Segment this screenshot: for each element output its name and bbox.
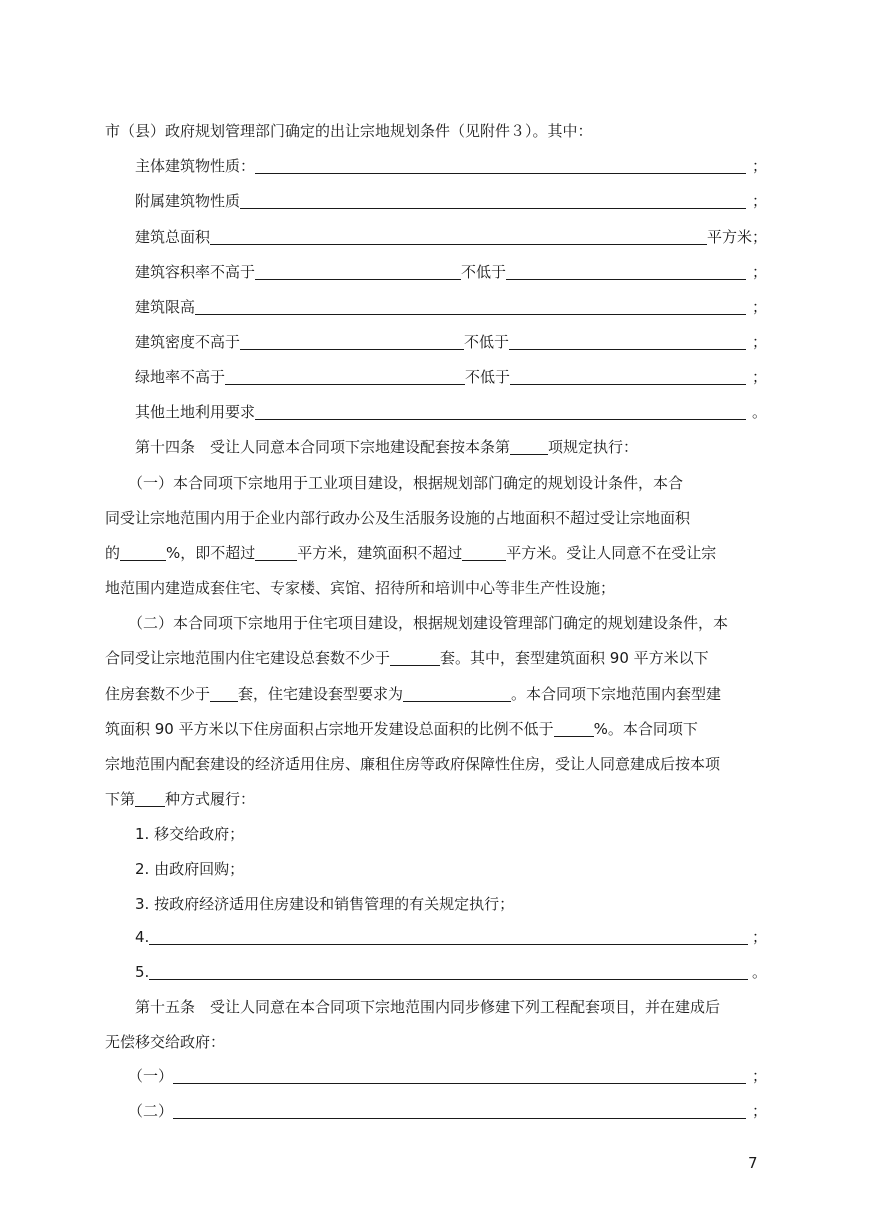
art14-p1-line2	[105, 508, 690, 528]
art14-p2-text: 宗地范围内配套建设的经济适用住房、廉租住房等政府保障性住房，受让人同意建成后按本项	[105, 755, 721, 773]
row-end: ；	[751, 298, 767, 316]
total-area-blank	[210, 228, 707, 245]
art14-p1-text: 的	[105, 544, 121, 562]
option-text: 1. 移交给政府；	[135, 825, 245, 843]
percent-blank	[120, 544, 166, 561]
option-4	[135, 927, 767, 947]
far-min-blank	[506, 263, 746, 280]
row-end: ；	[751, 333, 767, 351]
ratio-blank	[554, 720, 594, 737]
art14-p2-line1	[128, 613, 728, 633]
intro-text: 市（县）政府规划管理部门确定的出让宗地规划条件（见附件３）。其中：	[105, 122, 593, 140]
art14-p2-text: 住房套数不少于	[105, 685, 211, 703]
far-row	[135, 262, 767, 282]
density-max-label: 建筑密度不高于	[135, 333, 241, 351]
art14-p2-text: 套，住宅建设套型要求为	[238, 685, 404, 703]
item-2-blank	[173, 1102, 746, 1119]
art14-p1-text: %，即不超过	[166, 544, 256, 562]
art14-p2-text: 套。其中，套型建筑面积 90 平方米以下	[440, 649, 709, 667]
art15-head-text: 无偿移交给政府：	[105, 1033, 226, 1051]
art14-p2-line6	[105, 789, 255, 809]
option-1	[135, 824, 244, 844]
art14-p1-text: 同受让宗地范围内用于企业内部行政办公及生活服务设施的占地面积不超过受让宗地面积	[105, 509, 691, 527]
row-end: ；	[751, 192, 767, 210]
main-nature-label: 主体建筑物性质：	[135, 157, 256, 175]
row-end: 。	[751, 403, 767, 421]
aux-nature-row	[135, 191, 767, 211]
art15-head-line1	[135, 997, 720, 1017]
far-min-label: 不低于	[461, 263, 507, 281]
green-max-label: 绿地率不高于	[135, 368, 226, 386]
total-area-label: 建筑总面积	[135, 228, 211, 246]
art15-item-1	[128, 1066, 767, 1086]
item-number: （二）	[128, 1102, 174, 1120]
row-end: ；	[751, 928, 767, 946]
other-label: 其他土地利用要求	[135, 403, 256, 421]
art14-p2-text: 种方式履行：	[165, 790, 256, 808]
option-4-blank	[149, 928, 748, 945]
main-nature-blank	[255, 157, 746, 174]
other-row	[135, 402, 767, 422]
small-units-blank	[210, 685, 238, 702]
row-end: 。	[751, 963, 767, 981]
green-min-label: 不低于	[465, 368, 511, 386]
density-min-label: 不低于	[464, 333, 510, 351]
row-end: ；	[751, 1067, 767, 1085]
item-1-blank	[173, 1067, 746, 1084]
art14-head-tail: 项规定执行：	[548, 438, 639, 456]
art14-item-blank	[510, 438, 548, 455]
art14-p1-text: 平方米。受让人同意不在受让宗	[506, 544, 717, 562]
art14-p2-line2	[105, 648, 709, 668]
height-blank	[195, 298, 746, 315]
art14-p2-text: （二）本合同项下宗地用于住宅项目建设，根据规划建设管理部门确定的规划建设条件，本	[128, 614, 729, 632]
floor-area-blank	[462, 544, 506, 561]
green-max-blank	[225, 368, 465, 385]
density-min-blank	[509, 333, 746, 350]
option-5-blank	[149, 963, 748, 980]
option-text: 2. 由政府回购；	[135, 860, 245, 878]
option-number: 4.	[135, 928, 150, 946]
height-label: 建筑限高	[135, 298, 196, 316]
green-min-blank	[510, 368, 746, 385]
art14-head-text: 第十四条 受让人同意本合同项下宗地建设配套按本条第	[135, 438, 511, 456]
art14-p2-text: %。本合同项下	[593, 720, 698, 738]
units-blank	[390, 649, 440, 666]
green-row	[135, 367, 767, 387]
art14-p2-line4	[105, 719, 698, 739]
option-text: 3. 按政府经济适用住房建设和销售管理的有关规定执行；	[135, 895, 515, 913]
intro-line	[105, 121, 593, 141]
method-blank	[135, 790, 165, 807]
art14-p1-text: 平方米，建筑面积不超过	[297, 544, 463, 562]
aux-nature-label: 附属建筑物性质	[135, 192, 241, 210]
height-row	[135, 297, 767, 317]
art14-p1-line3	[105, 543, 716, 563]
row-end: ；	[751, 1102, 767, 1120]
row-end: ；	[751, 157, 767, 175]
art14-p2-line5	[105, 754, 720, 774]
option-2	[135, 859, 244, 879]
main-nature-row	[135, 156, 767, 176]
far-max-label: 建筑容积率不高于	[135, 263, 256, 281]
art14-p1-line1	[128, 473, 683, 493]
art14-p1-text: （一）本合同项下宗地用于工业项目建设，根据规划部门确定的规划设计条件，本合	[128, 474, 684, 492]
art15-head-line2	[105, 1032, 225, 1052]
aux-nature-blank	[240, 192, 746, 209]
art14-p2-text: 合同受让宗地范围内住宅建设总套数不少于	[105, 649, 391, 667]
area-blank	[255, 544, 297, 561]
option-number: 5.	[135, 963, 150, 981]
other-blank	[255, 403, 746, 420]
option-3	[135, 894, 514, 914]
item-number: （一）	[128, 1067, 174, 1085]
art15-head-text: 第十五条 受让人同意在本合同项下宗地范围内同步修建下列工程配套项目，并在建成后	[135, 998, 721, 1016]
art14-p2-text: 筑面积 90 平方米以下住房面积占宗地开发建设总面积的比例不低于	[105, 720, 554, 738]
page-number: 7	[748, 1154, 758, 1172]
art14-p2-text: 下第	[105, 790, 136, 808]
row-end: ；	[751, 368, 767, 386]
option-5	[135, 962, 767, 982]
art14-p2-text: 。本合同项下宗地范围内套型建	[511, 685, 722, 703]
art14-p1-text: 地范围内建造成套住宅、专家楼、宾馆、招待所和培训中心等非生产性设施；	[105, 579, 616, 597]
row-end: ；	[751, 263, 767, 281]
unit-type-blank	[403, 685, 511, 702]
total-area-row	[135, 227, 767, 247]
art14-p1-line4	[105, 578, 615, 598]
art15-item-2	[128, 1101, 767, 1121]
art14-head	[135, 437, 638, 457]
far-max-blank	[255, 263, 461, 280]
total-area-unit: 平方米；	[706, 228, 767, 246]
density-max-blank	[240, 333, 464, 350]
density-row	[135, 332, 767, 352]
art14-p2-line3	[105, 684, 721, 704]
